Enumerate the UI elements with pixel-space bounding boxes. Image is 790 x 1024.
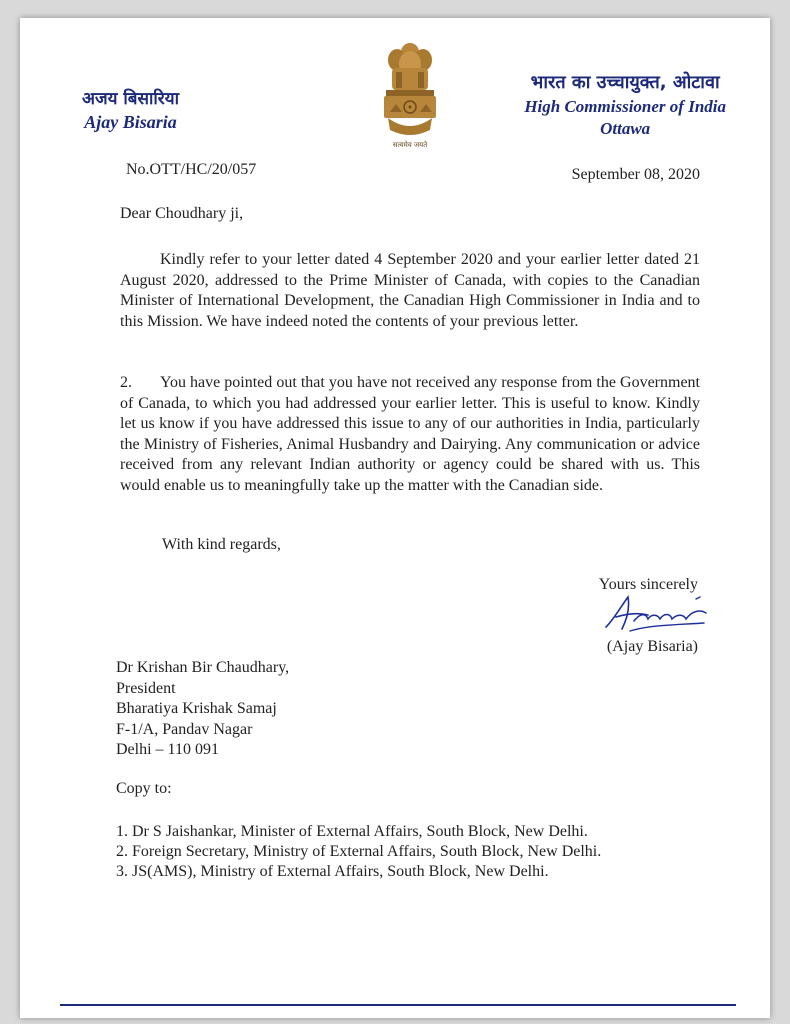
recipient-city: Delhi – 110 091	[116, 741, 219, 758]
copy-item: 2. Foreign Secretary, Ministry of External Affairs, South Block, New Delhi.	[116, 843, 602, 860]
signature	[600, 591, 710, 637]
regards: With kind regards,	[162, 536, 281, 553]
letter-reference: No.OTT/HC/20/057	[126, 161, 257, 178]
recipient-address	[116, 658, 289, 761]
recipient-title: President	[116, 679, 176, 697]
office-title-hindi: भारत का उच्चायुक्त, ओटावा	[530, 72, 720, 93]
paragraph-2-text: You have pointed out that you have not received any response from the Government of Canada, to which you had addressed your earlier letter. This is useful to know. Kindly let us know if you have addressed this issue to any of our authorities in India, particularly the Ministry of Fisheries, Animal Husbandry and Dairying. Any communication or advice received from any relevant Indian authority or agency could be shared with us. This would enable us to meaningfully take up the matter with the Canadian side.	[120, 374, 700, 494]
letterhead-left	[82, 88, 179, 134]
paragraph-2	[120, 373, 700, 496]
recipient-organisation: Bharatiya Krishak Samaj	[116, 700, 277, 717]
salutation: Dear Choudhary ji,	[120, 205, 244, 222]
emblem-motto: सत्यमेव जयते	[392, 141, 428, 149]
copy-item: 3. JS(AMS), Ministry of External Affairs, South Block, New Delhi.	[116, 863, 549, 880]
copy-to-list	[116, 822, 601, 882]
signatory-name: (Ajay Bisaria)	[606, 638, 698, 655]
sender-name-english: Ajay Bisaria	[84, 112, 177, 132]
paragraph-1: Kindly refer to your letter dated 4 September 2020 and your earlier letter dated 21 August 2020, addressed to the Prime Minister of Canada, with copies to the Canadian Minister of International Development, the Canadian High Commissioner in India and to this Mission. We have indeed noted the contents of your previous letter.	[120, 251, 700, 330]
copy-item: 1. Dr S Jaishankar, Minister of External Affairs, South Block, New Delhi.	[116, 823, 588, 840]
copy-to-label: Copy to:	[116, 780, 172, 797]
sender-name-hindi: अजय बिसारिया	[82, 89, 180, 109]
recipient-name: Dr Krishan Bir Chaudhary,	[116, 659, 290, 676]
paragraph-2-number: 2.	[120, 374, 132, 391]
closing: Yours sincerely	[598, 576, 698, 593]
letterhead-right	[524, 70, 726, 140]
office-title-english: High Commissioner of India	[524, 97, 726, 116]
office-city: Ottawa	[600, 119, 651, 138]
footer-rule	[60, 1004, 736, 1006]
letter-page	[20, 18, 770, 1018]
recipient-address-line: F-1/A, Pandav Nagar	[116, 720, 253, 738]
letter-date: September 08, 2020	[571, 166, 700, 183]
national-emblem-icon	[380, 38, 440, 158]
